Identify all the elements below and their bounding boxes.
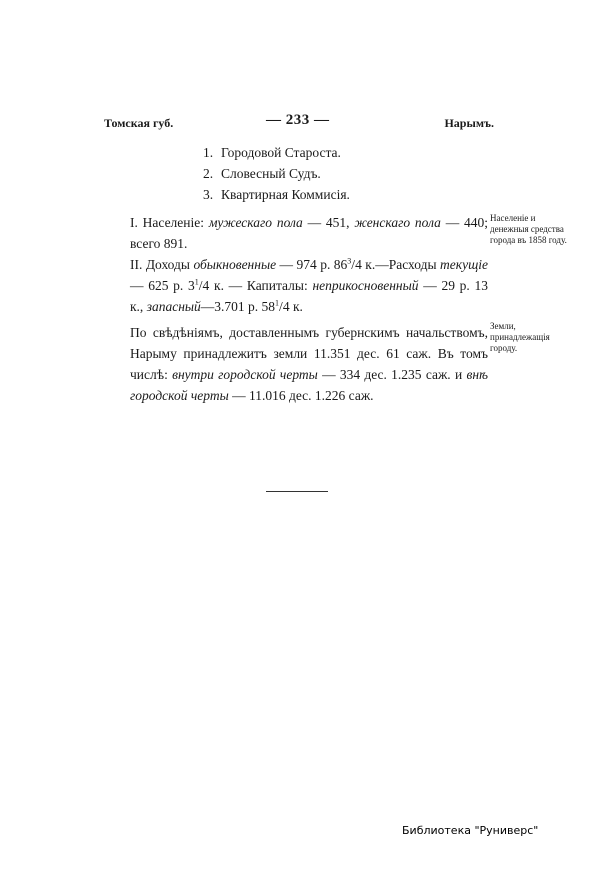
list-item: [203, 163, 350, 184]
text-run: — 625 р. 3: [130, 278, 195, 293]
text-run: —3.701 р. 58: [200, 299, 276, 314]
fraction-numerator: 3: [347, 256, 352, 266]
population-finance-paragraph: [108, 212, 488, 317]
list-item-text: Городовой Староста.: [221, 145, 341, 160]
italic-run: текущіе: [440, 257, 488, 272]
fraction-slash: /: [198, 278, 203, 293]
fraction-slash: /: [279, 299, 283, 314]
text-run: к. — Капиталы:: [209, 278, 313, 293]
text-run: II. Доходы: [130, 257, 194, 272]
italic-run: запасный: [146, 299, 201, 314]
text-run: — 334 дес. 1.235 саж. и: [317, 367, 467, 382]
italic-run: внѣ городской черты: [130, 367, 489, 403]
text-run: I. Населеніе:: [130, 215, 209, 230]
text-run: к.—Расходы: [361, 257, 441, 272]
institutions-list: [203, 142, 350, 205]
page-number: — 233 —: [266, 112, 330, 128]
text-run: — 440; всего 891.: [130, 215, 488, 251]
text-run: — 29 р. 13 к.,: [130, 278, 489, 314]
section-divider: [266, 491, 328, 492]
italic-run: женскаго пола: [354, 215, 441, 230]
library-watermark: Библиотека "Руниверс": [402, 824, 539, 837]
list-item-text: Квартирная Коммисія.: [221, 187, 350, 202]
list-item-text: Словесный Судъ.: [221, 166, 321, 181]
header-province: Томская губ.: [104, 116, 174, 130]
text-run: — 11.016 дес. 1.226 саж.: [228, 388, 374, 403]
italic-run: внутри городской черты: [172, 367, 318, 382]
margin-note-land: Земли, принадлежащія городу.: [490, 321, 550, 353]
list-item: [203, 184, 350, 205]
finance-line: [108, 254, 488, 317]
list-item-number: 3.: [203, 187, 214, 202]
italic-run: неприкосновенный: [312, 278, 419, 293]
fraction-numerator: 1: [194, 277, 199, 287]
text-run: По свѣдѣніямъ, доставленнымъ губернскимъ начальствомъ, Нарыму принадлежитъ земли 11.351 дес. 61 саж. Въ томъ числѣ:: [130, 325, 488, 382]
list-item-number: 2.: [203, 166, 214, 181]
fraction-denominator: 4: [202, 278, 210, 293]
text-run: — 974 р. 86: [276, 257, 348, 272]
header-town: Нарымъ.: [444, 116, 494, 130]
running-header: [104, 112, 494, 132]
fraction-denominator: 4: [355, 257, 362, 272]
population-line: [108, 212, 488, 254]
list-item-number: 1.: [203, 145, 214, 160]
margin-note-population: Населеніе и денежныя средства города въ 1858 году.: [490, 213, 567, 245]
fraction-slash: /: [351, 257, 356, 272]
italic-run: мужескаго пола: [208, 215, 303, 230]
land-text: [108, 322, 488, 406]
text-run: — 451,: [302, 215, 355, 230]
text-run: к.: [289, 299, 303, 314]
fraction-numerator: 1: [275, 298, 280, 308]
fraction-denominator: 4: [282, 299, 290, 314]
italic-run: обыкновенные: [193, 257, 277, 272]
list-item: [203, 142, 350, 163]
land-paragraph: [108, 322, 488, 406]
